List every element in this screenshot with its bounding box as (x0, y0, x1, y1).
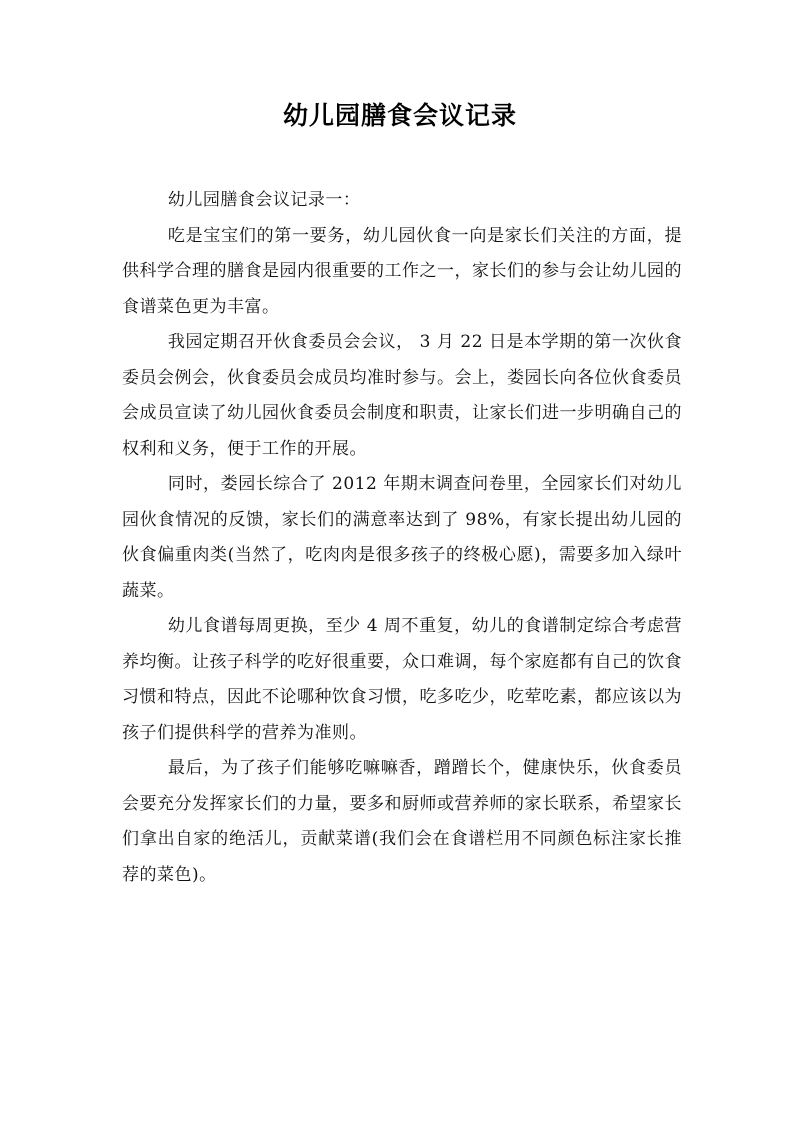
document-title: 幼儿园膳食会议记录 (282, 101, 517, 130)
paragraph: 吃是宝宝们的第一要务，幼儿园伙食一向是家长们关注的方面，提供科学合理的膳食是园内很重要的工作之一，家长们的参与会让幼儿园的食谱菜色更为丰富。 (122, 225, 682, 317)
document-body (122, 183, 682, 893)
paragraph: 幼儿食谱每周更换，至少 4 周不重复，幼儿的食谱制定综合考虑营养均衡。让孩子科学的吃好很重要，众口难调，每个家庭都有自己的饮食习惯和特点，因此不论哪种饮食习惯，吃多吃少，吃荤吃素，都应该以为孩子们提供科学的营养为准则。 (122, 616, 682, 743)
paragraph: 我园定期召开伙食委员会会议， 3 月 22 日是本学期的第一次伙食委员会例会，伙食委员会成员均准时参与。会上，娄园长向各位伙食委员会成员宣读了幼儿园伙食委员会制度和职责，让家长们进一步明确自己的权利和义务，便于工作的开展。 (122, 332, 682, 459)
paragraph: 同时，娄园长综合了 2012 年期末调查问卷里，全园家长们对幼儿园伙食情况的反馈，家长们的满意率达到了 98%，有家长提出幼儿园的伙食偏重肉类(当然了，吃肉肉是很多孩子的终极心愿)，需要多加入绿叶蔬菜。 (122, 474, 682, 601)
paragraph: 最后，为了孩子们能够吃嘛嘛香，蹭蹭长个，健康快乐，伙食委员会要充分发挥家长们的力量，要多和厨师或营养师的家长联系，希望家长们拿出自家的绝活儿，贡献菜谱(我们会在食谱栏用不同颜色标注家长推荐的菜色)。 (122, 758, 682, 885)
paragraph-heading: 幼儿园膳食会议记录一： (167, 190, 361, 210)
